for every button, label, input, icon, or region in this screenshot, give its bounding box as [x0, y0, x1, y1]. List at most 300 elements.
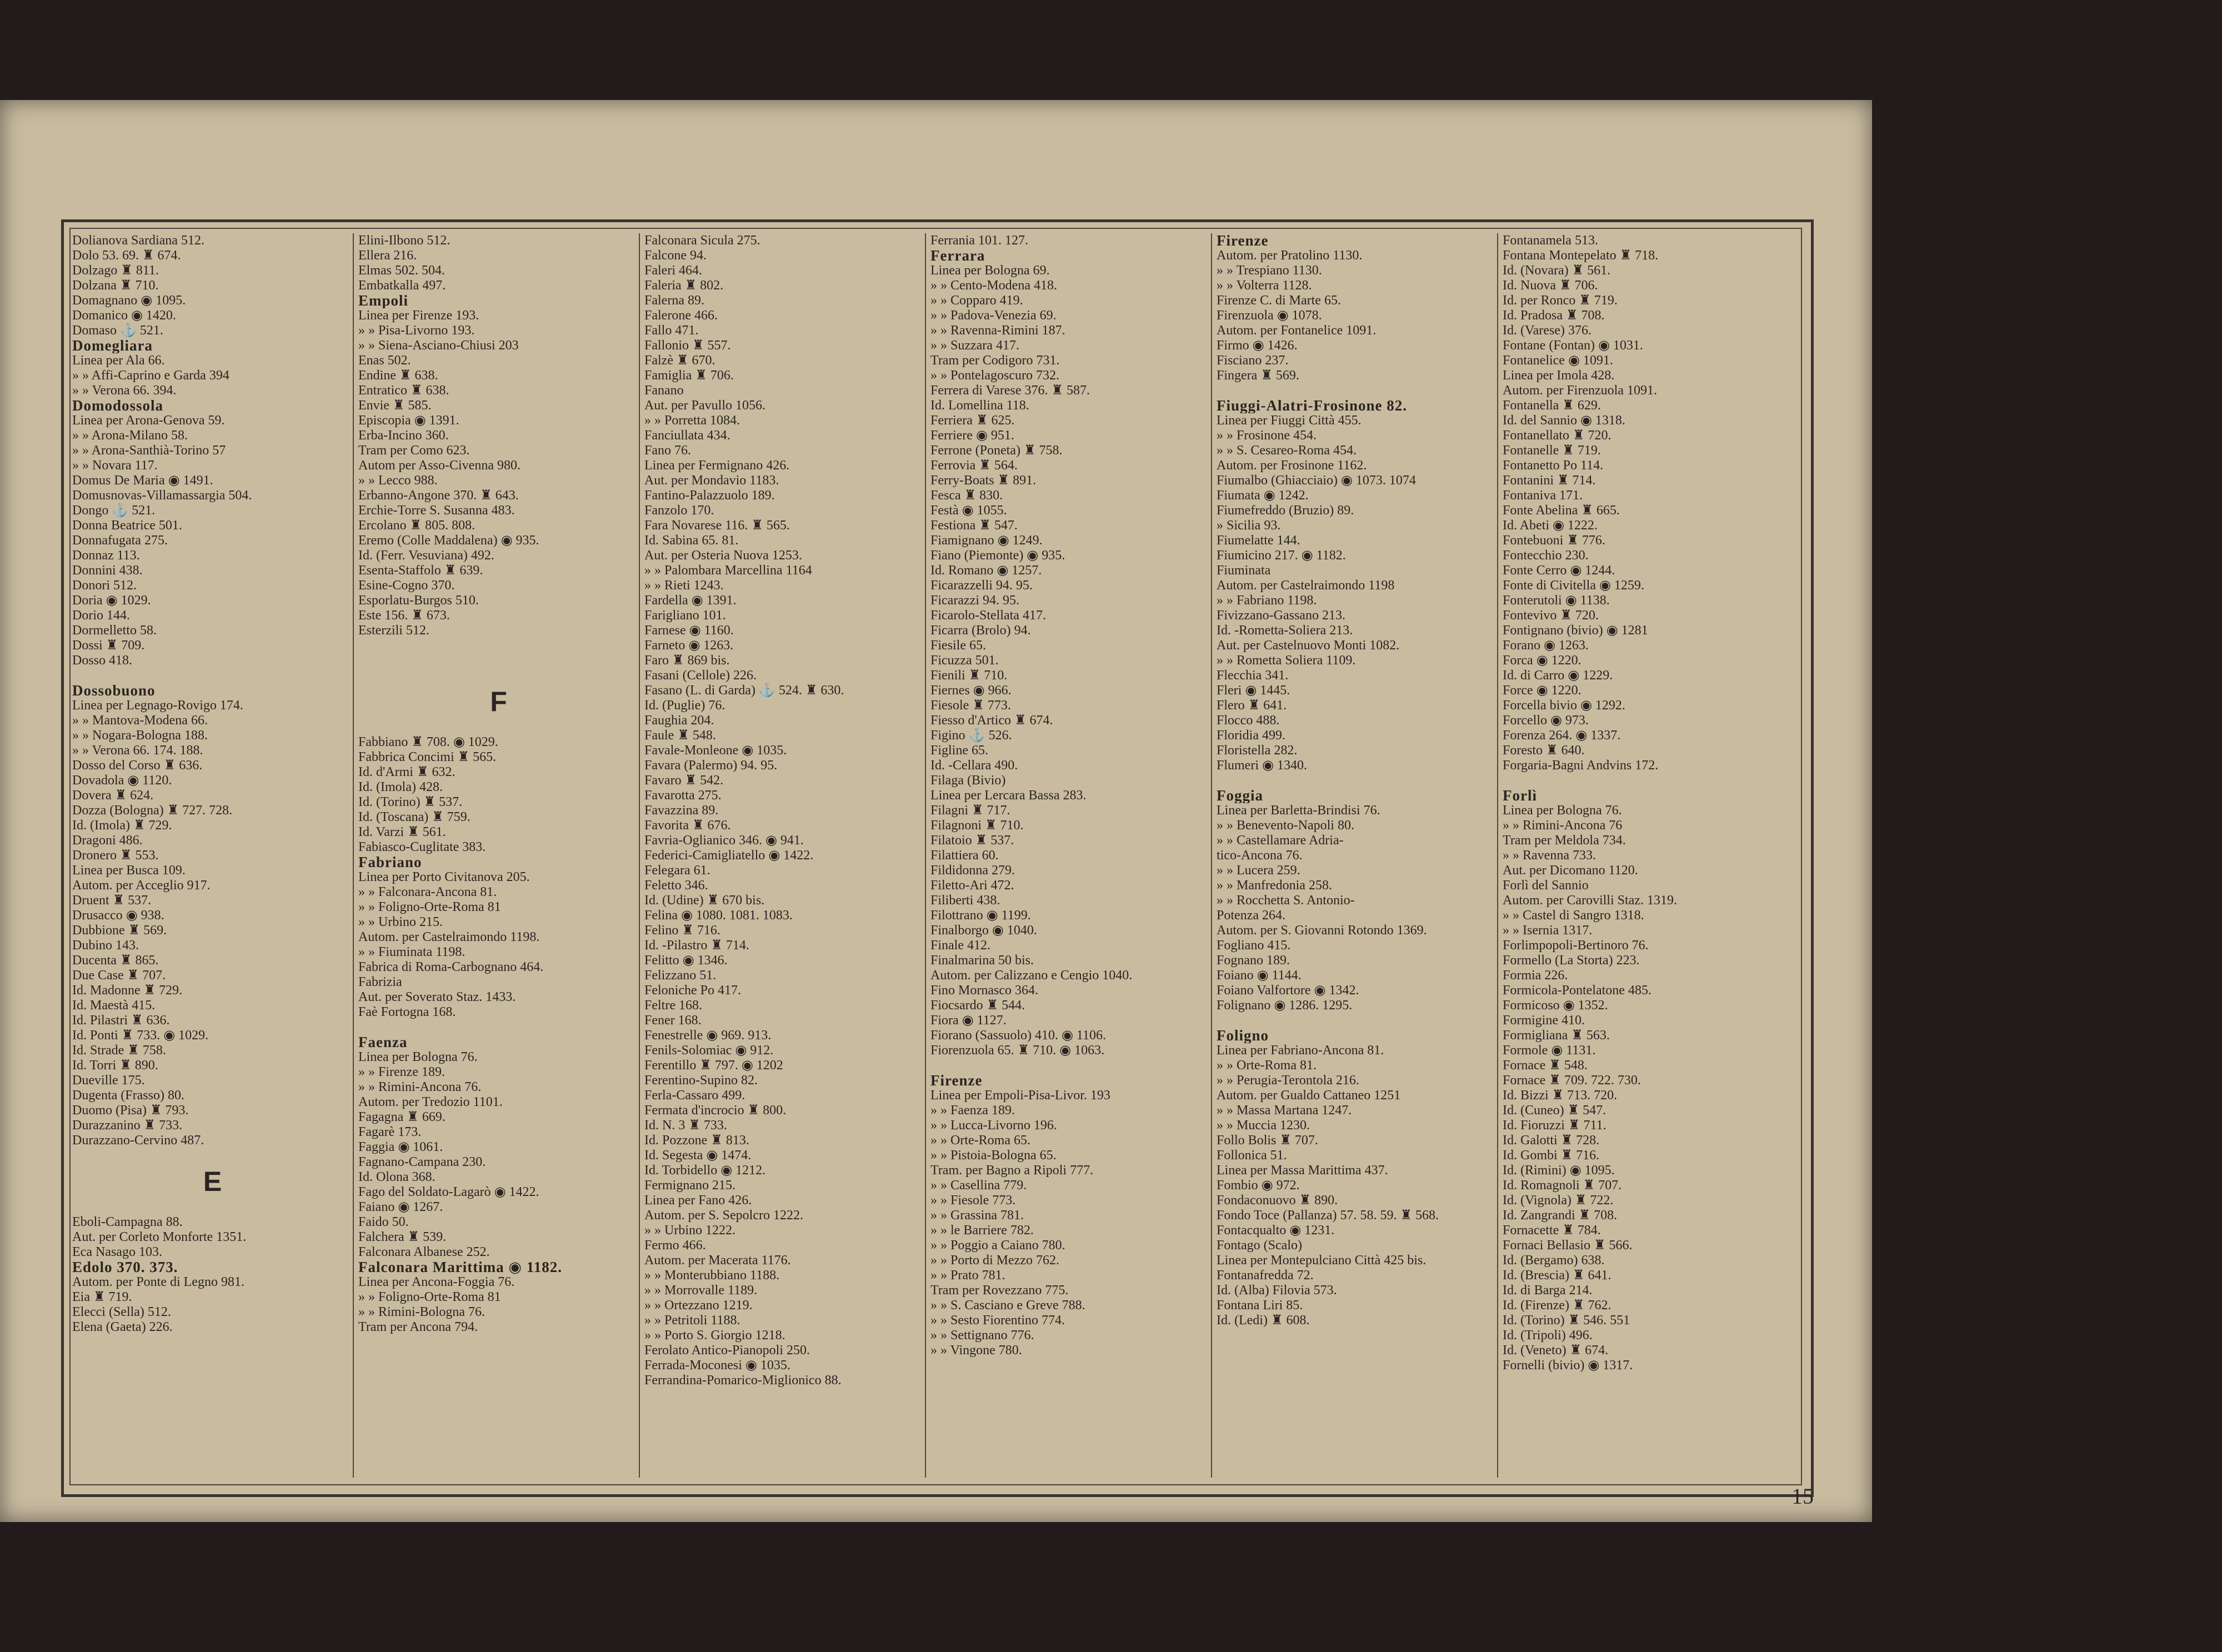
index-entry: Donnaz 113.: [72, 548, 140, 563]
index-entry: Fornace ♜ 709. 722. 730.: [1503, 1073, 1641, 1088]
index-entry: Id. (Udine) ♜ 670 bis.: [644, 893, 765, 908]
index-entry: » » Lucca-Livorno 196.: [930, 1118, 1057, 1133]
index-entry: Id. (Rimini) ◉ 1095.: [1503, 1163, 1615, 1178]
index-entry: » » Firenze 189.: [358, 1065, 445, 1079]
index-entry: Autom. per Castelraimondo 1198: [1217, 578, 1395, 593]
index-entry: Aut. per Dicomano 1120.: [1503, 863, 1638, 878]
index-entry: Id. (Ferr. Vesuviana) 492.: [358, 548, 494, 563]
index-entry: Ficarra (Brolo) 94.: [930, 623, 1031, 638]
index-entry: Id. Pilastri ♜ 636.: [72, 1013, 170, 1028]
index-entry: » » Massa Martana 1247.: [1217, 1103, 1352, 1118]
index-entry: Fontago (Scalo): [1217, 1238, 1302, 1253]
index-entry: Linea per Empoli-Pisa-Livor. 193: [930, 1088, 1110, 1103]
index-entry: Felegara 61.: [644, 863, 710, 878]
index-entry: Linea per Imola 428.: [1503, 368, 1615, 383]
index-entry: Fermata d'incrocio ♜ 800.: [644, 1103, 787, 1118]
index-entry: Id. (Torino) ♜ 537.: [358, 795, 463, 809]
index-entry: » » Lecco 988.: [358, 473, 438, 488]
index-entry: » » Grassina 781.: [930, 1208, 1024, 1223]
index-entry: Fontanelle ♜ 719.: [1503, 443, 1601, 458]
index-entry: Falcone 94.: [644, 248, 707, 263]
index-entry: Filattiera 60.: [930, 848, 999, 863]
index-entry: » » le Barriere 782.: [930, 1223, 1034, 1238]
index-entry: Dronero ♜ 553.: [72, 848, 159, 863]
index-entry: Id. N. 3 ♜ 733.: [644, 1118, 727, 1133]
index-entry: Id. Torbidello ◉ 1212.: [644, 1163, 766, 1178]
index-entry: » » Settignano 776.: [930, 1328, 1034, 1343]
index-entry: Fiocsardo ♜ 544.: [930, 998, 1025, 1013]
index-entry: » » Poggio a Caiano 780.: [930, 1238, 1065, 1253]
index-entry: Embatkalla 497.: [358, 278, 446, 293]
index-entry: Ferentillo ♜ 797. ◉ 1202: [644, 1058, 783, 1073]
index-entry: Foresto ♜ 640.: [1503, 743, 1585, 758]
station-heading: Fabriano: [358, 855, 422, 870]
index-entry: Fermignano 215.: [644, 1178, 735, 1193]
index-entry: Tram per Rovezzano 775.: [930, 1283, 1069, 1298]
index-entry: Fienili ♜ 710.: [930, 668, 1008, 683]
index-entry: Fagarè 173.: [358, 1125, 422, 1139]
index-entry: Linea per Fiuggi Città 455.: [1217, 413, 1362, 428]
index-entry: Festà ◉ 1055.: [930, 503, 1007, 518]
index-entry: Fenils-Solomiac ◉ 912.: [644, 1043, 774, 1058]
index-entry: Autom. per Castelraimondo 1198.: [358, 930, 540, 944]
index-entry: Faleri 464.: [644, 263, 702, 278]
index-entry: Fornaci Bellasio ♜ 566.: [1503, 1238, 1633, 1253]
index-entry: Donnini 438.: [72, 563, 143, 578]
index-entry: Id. Ponti ♜ 733. ◉ 1029.: [72, 1028, 209, 1043]
index-entry: Id. Gombi ♜ 716.: [1503, 1148, 1600, 1163]
index-entry: Id. (Brescia) ♜ 641.: [1503, 1268, 1612, 1283]
index-entry: Fasano (L. di Garda) ⚓ 524. ♜ 630.: [644, 683, 844, 698]
index-entry: » » Cento-Modena 418.: [930, 278, 1057, 293]
index-entry: Fornace ♜ 548.: [1503, 1058, 1588, 1073]
index-entry: Autom per Asso-Civenna 980.: [358, 458, 521, 473]
index-entry: » » Siena-Asciano-Chiusi 203: [358, 338, 519, 353]
index-entry: tico-Ancona 76.: [1217, 848, 1303, 863]
index-entry: Fonte Cerro ◉ 1244.: [1503, 563, 1615, 578]
index-entry: Linea per Montepulciano Città 425 bis.: [1217, 1253, 1427, 1268]
station-heading: Domegliara: [72, 338, 153, 353]
index-entry: Ferentino-Supino 82.: [644, 1073, 758, 1088]
index-entry: Favazzina 89.: [644, 803, 719, 818]
index-entry: Druent ♜ 537.: [72, 893, 152, 908]
index-entry: » » Ravenna-Rimini 187.: [930, 323, 1065, 338]
index-entry: Fallo 471.: [644, 323, 699, 338]
index-entry: Id. (Puglie) 76.: [644, 698, 725, 713]
column-divider: [925, 233, 926, 1478]
index-entry: Linea per Porto Civitanova 205.: [358, 870, 530, 884]
index-entry: Id. Strade ♜ 758.: [72, 1043, 166, 1058]
index-entry: » » Ravenna 733.: [1503, 848, 1596, 863]
index-entry: Firmo ◉ 1426.: [1217, 338, 1298, 353]
index-entry: Favria-Oglianico 346. ◉ 941.: [644, 833, 804, 848]
index-entry: Falconara Albanese 252.: [358, 1245, 490, 1259]
index-entry: Id. Romagnoli ♜ 707.: [1503, 1178, 1622, 1193]
index-entry: Fontanini ♜ 714.: [1503, 473, 1596, 488]
index-entry: Fiesole ♜ 773.: [930, 698, 1011, 713]
index-entry: Fara Novarese 116. ♜ 565.: [644, 518, 790, 533]
index-entry: Fardella ◉ 1391.: [644, 593, 737, 608]
index-entry: Autom. per Firenzuola 1091.: [1503, 383, 1657, 398]
index-entry: Faiano ◉ 1267.: [358, 1200, 443, 1214]
index-entry: Fleri ◉ 1445.: [1217, 683, 1290, 698]
index-entry: Favaro ♜ 542.: [644, 773, 724, 788]
index-entry: Id. (Toscana) ♜ 759.: [358, 810, 471, 824]
index-entry: Fontebuoni ♜ 776.: [1503, 533, 1605, 548]
index-entry: Autom. per Gualdo Cattaneo 1251: [1217, 1088, 1401, 1103]
index-entry: Aut. per Soverato Staz. 1433.: [358, 990, 516, 1004]
index-entry: Autom. per Calizzano e Cengio 1040.: [930, 968, 1133, 983]
index-entry: Eboli-Campagna 88.: [72, 1215, 183, 1229]
index-entry: Felitto ◉ 1346.: [644, 953, 728, 968]
index-entry: Id. Lomellina 118.: [930, 398, 1029, 413]
index-column-2: [358, 233, 639, 1478]
index-entry: » » Fabriano 1198.: [1217, 593, 1317, 608]
index-entry: Ferrandina-Pomarico-Miglionico 88.: [644, 1373, 842, 1388]
index-entry: Fisciano 237.: [1217, 353, 1289, 368]
index-entry: Formigine 410.: [1503, 1013, 1585, 1028]
index-entry: Dozza (Bologna) ♜ 727. 728.: [72, 803, 233, 818]
spacer: [1217, 383, 1497, 398]
index-entry: » » Morrovalle 1189.: [644, 1283, 758, 1298]
index-entry: » » Novara 117.: [72, 458, 158, 473]
index-entry: Dossi ♜ 709.: [72, 638, 145, 653]
index-entry: Id. Olona 368.: [358, 1170, 436, 1184]
index-entry: Elmas 502. 504.: [358, 263, 445, 278]
index-entry: Ducenta ♜ 865.: [72, 953, 159, 968]
index-entry: Ficarazzi 94. 95.: [930, 593, 1019, 608]
index-entry: » » Falconara-Ancona 81.: [358, 885, 497, 899]
index-entry: Dugenta (Frasso) 80.: [72, 1088, 184, 1103]
index-entry: Duomo (Pisa) ♜ 793.: [72, 1103, 189, 1118]
index-entry: Id. Zangrandi ♜ 708.: [1503, 1208, 1618, 1223]
index-entry: Fontana Montepelato ♜ 718.: [1503, 248, 1659, 263]
index-entry: Id. di Carro ◉ 1229.: [1503, 668, 1613, 683]
index-entry: » » Pontelagoscuro 732.: [930, 368, 1059, 383]
index-entry: Dubbione ♜ 569.: [72, 923, 167, 938]
index-entry: Id. (Firenze) ♜ 762.: [1503, 1298, 1612, 1313]
index-entry: Id. del Sannio ◉ 1318.: [1503, 413, 1625, 428]
index-entry: » » Lucera 259.: [1217, 863, 1300, 878]
index-entry: Id. d'Armi ♜ 632.: [358, 765, 456, 779]
index-entry: Figline 65.: [930, 743, 989, 758]
index-entry: » » Manfredonia 258.: [1217, 878, 1332, 893]
index-entry: Fontaniva 171.: [1503, 488, 1583, 503]
index-entry: Ferolato Antico-Pianopoli 250.: [644, 1343, 810, 1358]
index-entry: Fanano: [644, 383, 684, 398]
index-entry: Dubino 143.: [72, 938, 139, 953]
index-entry: » » Porretta 1084.: [644, 413, 740, 428]
index-entry: » » Benevento-Napoli 80.: [1217, 818, 1354, 833]
index-entry: » » Monterubbiano 1188.: [644, 1268, 780, 1283]
index-entry: Id. (Imola) 428.: [358, 780, 443, 794]
index-entry: Farnese ◉ 1160.: [644, 623, 734, 638]
index-entry: Foiano Valfortore ◉ 1342.: [1217, 983, 1359, 998]
index-entry: Entratico ♜ 638.: [358, 383, 449, 398]
index-entry: Id. Galotti ♜ 728.: [1503, 1133, 1600, 1148]
index-entry: Fesca ♜ 830.: [930, 488, 1003, 503]
index-entry: » » Faenza 189.: [930, 1103, 1015, 1118]
index-entry: Doria ◉ 1029.: [72, 593, 151, 608]
index-entry: Fontanetto Po 114.: [1503, 458, 1604, 473]
index-entry: Ferrone (Poneta) ♜ 758.: [930, 443, 1063, 458]
index-entry: » » Rimini-Bologna 76.: [358, 1305, 485, 1319]
index-entry: Fontevivo ♜ 720.: [1503, 608, 1599, 623]
index-entry: Erba-Incino 360.: [358, 428, 449, 443]
index-entry: Dueville 175.: [72, 1073, 145, 1088]
index-entry: Fiumicino 217. ◉ 1182.: [1217, 548, 1346, 563]
index-entry: Domusnovas-Villamassargia 504.: [72, 488, 252, 503]
index-entry: Fondo Toce (Pallanza) 57. 58. 59. ♜ 568.: [1217, 1208, 1439, 1223]
index-entry: » » Pisa-Livorno 193.: [358, 323, 475, 338]
index-entry: » » Volterra 1128.: [1217, 278, 1312, 293]
index-entry: Formole ◉ 1131.: [1503, 1043, 1596, 1058]
index-entry: Firenzuola ◉ 1078.: [1217, 308, 1322, 323]
station-heading: Foligno: [1217, 1028, 1269, 1043]
index-entry: Filagni ♜ 717.: [930, 803, 1010, 818]
index-entry: » » Arona-Milano 58.: [72, 428, 188, 443]
index-entry: Donnafugata 275.: [72, 533, 168, 548]
index-entry: Enas 502.: [358, 353, 411, 368]
index-entry: Fornelli (bivio) ◉ 1317.: [1503, 1358, 1633, 1373]
index-entry: Autom. per Pratolino 1130.: [1217, 248, 1363, 263]
index-entry: Finale 412.: [930, 938, 990, 953]
index-entry: Id. Bizzi ♜ 713. 720.: [1503, 1088, 1618, 1103]
index-entry: Episcopia ◉ 1391.: [358, 413, 459, 428]
index-entry: Ficarazzelli 94. 95.: [930, 578, 1033, 593]
index-entry: Domus De Maria ◉ 1491.: [72, 473, 213, 488]
column-divider: [1211, 233, 1212, 1478]
index-entry: » » Copparo 419.: [930, 293, 1023, 308]
index-entry: Erchie-Torre S. Susanna 483.: [358, 503, 515, 518]
index-entry: Falerna 89.: [644, 293, 704, 308]
index-entry: Id. Pradosa ♜ 708.: [1503, 308, 1605, 323]
index-entry: Folignano ◉ 1286. 1295.: [1217, 998, 1353, 1013]
index-entry: Follonica 51.: [1217, 1148, 1287, 1163]
index-entry: Fago del Soldato-Lagarò ◉ 1422.: [358, 1185, 539, 1199]
spacer: [930, 1058, 1211, 1073]
index-entry: » » Foligno-Orte-Roma 81: [358, 1290, 501, 1304]
index-entry: Id. (Cuneo) ♜ 547.: [1503, 1103, 1607, 1118]
index-entry: Fonte Abelina ♜ 665.: [1503, 503, 1620, 518]
index-entry: Falconara Sicula 275.: [644, 233, 760, 248]
index-entry: Fabrizia: [358, 975, 402, 989]
spacer: [1217, 1013, 1497, 1028]
spacer: [72, 668, 353, 683]
index-entry: Faido 50.: [358, 1215, 409, 1229]
index-entry: Id. (Novara) ♜ 561.: [1503, 263, 1611, 278]
index-entry: Formigliana ♜ 563.: [1503, 1028, 1610, 1043]
index-entry: » » Porto S. Giorgio 1218.: [644, 1328, 785, 1343]
index-entry: Formicola-Pontelatone 485.: [1503, 983, 1652, 998]
index-entry: Autom. per Fontanelice 1091.: [1217, 323, 1377, 338]
index-entry: Fontane (Fontan) ◉ 1031.: [1503, 338, 1643, 353]
index-entry: Formello (La Storta) 223.: [1503, 953, 1640, 968]
index-entry: » » Trespiano 1130.: [1217, 263, 1322, 278]
index-entry: Dosso 418.: [72, 653, 133, 668]
index-entry: Farneto ◉ 1263.: [644, 638, 734, 653]
spacer: [1503, 773, 1783, 788]
index-entry: Fiora ◉ 1127.: [930, 1013, 1007, 1028]
index-entry: Durazzanino ♜ 733.: [72, 1118, 183, 1133]
index-entry: Autom. per Frosinone 1162.: [1217, 458, 1367, 473]
index-entry: Fagnano-Campana 230.: [358, 1155, 486, 1169]
section-letter: F: [490, 686, 507, 717]
index-entry: Dosso del Corso ♜ 636.: [72, 758, 203, 773]
index-entry: Fontanamela 513.: [1503, 233, 1598, 248]
station-heading: Dossobuono: [72, 683, 156, 698]
index-entry: Faggia ◉ 1061.: [358, 1140, 443, 1154]
index-entry: Id. di Barga 214.: [1503, 1283, 1593, 1298]
index-entry: Id. Madonne ♜ 729.: [72, 983, 183, 998]
index-entry: Linea per Busca 109.: [72, 863, 186, 878]
index-entry: Felina ◉ 1080. 1081. 1083.: [644, 908, 793, 923]
station-heading: Firenze: [930, 1073, 983, 1088]
index-entry: Floridia 499.: [1217, 728, 1285, 743]
index-entry: » » Mantova-Modena 66.: [72, 713, 208, 728]
index-entry: Fonte di Civitella ◉ 1259.: [1503, 578, 1644, 593]
index-entry: Id. -Pilastro ♜ 714.: [644, 938, 749, 953]
index-entry: Fiesile 65.: [930, 638, 986, 653]
index-entry: Dormelletto 58.: [72, 623, 157, 638]
index-entry: Ellera 216.: [358, 248, 417, 263]
index-entry: » » Perugia-Terontola 216.: [1217, 1073, 1359, 1088]
index-entry: » » Arona-Santhià-Torino 57: [72, 443, 226, 458]
index-entry: Linea per Ancona-Foggia 76.: [358, 1275, 515, 1289]
index-entry: Durazzano-Cervino 487.: [72, 1133, 204, 1148]
index-entry: Esine-Cogno 370.: [358, 578, 455, 593]
index-entry: » » Padova-Venezia 69.: [930, 308, 1057, 323]
index-entry: Fenestrelle ◉ 969. 913.: [644, 1028, 772, 1043]
index-entry: Finalmarina 50 bis.: [930, 953, 1034, 968]
index-entry: Feloniche Po 417.: [644, 983, 741, 998]
index-entry: » » Verona 66. 174. 188.: [72, 743, 203, 758]
index-entry: Linea per Ala 66.: [72, 353, 165, 368]
index-entry: Dolzana ♜ 710.: [72, 278, 159, 293]
index-entry: » » Verona 66. 394.: [72, 383, 177, 398]
index-entry: Dovadola ◉ 1120.: [72, 773, 172, 788]
station-heading: Empoli: [358, 293, 409, 308]
index-entry: Fonterutoli ◉ 1138.: [1503, 593, 1610, 608]
index-column-1: [72, 233, 353, 1478]
index-entry: » » Rieti 1243.: [644, 578, 724, 593]
index-entry: Fiumefreddo (Bruzio) 89.: [1217, 503, 1354, 518]
index-entry: Id. Romano ◉ 1257.: [930, 563, 1042, 578]
index-entry: Fermo 466.: [644, 1238, 706, 1253]
index-entry: Figino ⚓ 526.: [930, 728, 1012, 743]
index-entry: Id. Nuova ♜ 706.: [1503, 278, 1598, 293]
index-entry: Flumeri ◉ 1340.: [1217, 758, 1307, 773]
index-entry: Falerone 466.: [644, 308, 718, 323]
index-entry: Feletto 346.: [644, 878, 708, 893]
index-column-5: [1217, 233, 1497, 1478]
index-entry: Id. Segesta ◉ 1474.: [644, 1148, 752, 1163]
index-entry: Forca ◉ 1220.: [1503, 653, 1582, 668]
index-entry: Id. (Torino) ♜ 546. 551: [1503, 1313, 1630, 1328]
spacer: [358, 653, 639, 668]
index-entry: Autom. per Ponte di Legno 981.: [72, 1275, 244, 1289]
index-entry: Faughia 204.: [644, 713, 714, 728]
station-heading: Domodossola: [72, 398, 164, 413]
spacer: [358, 638, 639, 653]
index-entry: Tram per Ancona 794.: [358, 1320, 478, 1334]
index-entry: Filaga (Bivio): [930, 773, 1006, 788]
index-entry: Id. (Imola) ♜ 729.: [72, 818, 172, 833]
index-entry: Forcello ◉ 973.: [1503, 713, 1589, 728]
index-entry: Favarotta 275.: [644, 788, 722, 803]
index-entry: Due Case ♜ 707.: [72, 968, 166, 983]
index-entry: » » Urbino 215.: [358, 915, 443, 929]
index-entry: Fognano 189.: [1217, 953, 1290, 968]
index-entry: » » Orte-Roma 81.: [1217, 1058, 1317, 1073]
index-entry: Favara (Palermo) 94. 95.: [644, 758, 778, 773]
index-entry: Id. Torri ♜ 890.: [72, 1058, 158, 1073]
index-entry: Dolianova Sardiana 512.: [72, 233, 204, 248]
index-entry: Id. (Alba) Filovia 573.: [1217, 1283, 1337, 1298]
index-entry: Dragoni 486.: [72, 833, 143, 848]
index-entry: » » Suzzara 417.: [930, 338, 1019, 353]
index-entry: » » Rocchetta S. Antonio-: [1217, 893, 1355, 908]
index-entry: Ferla-Cassaro 499.: [644, 1088, 745, 1103]
index-entry: Endine ♜ 638.: [358, 368, 438, 383]
index-entry: Elecci (Sella) 512.: [72, 1305, 171, 1319]
index-entry: Id. (Vignola) ♜ 722.: [1503, 1193, 1614, 1208]
index-entry: Linea per Bologna 69.: [930, 263, 1050, 278]
index-entry: Fontanellato ♜ 720.: [1503, 428, 1612, 443]
index-entry: Donori 512.: [72, 578, 137, 593]
station-heading: Forlì: [1503, 788, 1537, 803]
index-entry: Filiberti 438.: [930, 893, 1000, 908]
index-entry: Aut. per Corleto Monforte 1351.: [72, 1230, 247, 1244]
index-entry: Dongo ⚓ 521.: [72, 503, 156, 518]
index-entry: Fiuminata: [1217, 563, 1271, 578]
index-entry: Fildidonna 279.: [930, 863, 1015, 878]
index-entry: Eia ♜ 719.: [72, 1290, 132, 1304]
station-heading: Fiuggi-Alatri-Frosinone 82.: [1217, 398, 1407, 413]
index-entry: Fiumalbo (Ghiacciaio) ◉ 1073. 1074: [1217, 473, 1416, 488]
index-entry: Linea per Fano 426.: [644, 1193, 752, 1208]
index-entry: » » Fiesole 773.: [930, 1193, 1016, 1208]
index-entry: Domanico ◉ 1420.: [72, 308, 176, 323]
index-entry: Esenta-Staffolo ♜ 639.: [358, 563, 483, 578]
index-entry: Linea per Barletta-Brindisi 76.: [1217, 803, 1380, 818]
index-entry: Dovera ♜ 624.: [72, 788, 154, 803]
station-heading: Falconara Marittima ◉ 1182.: [358, 1260, 562, 1275]
index-entry: Linea per Bologna 76.: [358, 1050, 478, 1064]
station-heading: Firenze: [1217, 233, 1269, 248]
index-entry: Id. -Rometta-Soliera 213.: [1217, 623, 1353, 638]
index-entry: Dorio 144.: [72, 608, 130, 623]
index-entry: Flecchia 341.: [1217, 668, 1289, 683]
station-heading: Edolo 370. 373.: [72, 1260, 178, 1275]
index-entry: » » Rimini-Ancona 76: [1503, 818, 1623, 833]
index-entry: Force ◉ 1220.: [1503, 683, 1582, 698]
index-entry: Forano ◉ 1263.: [1503, 638, 1589, 653]
index-entry: » » S. Cesareo-Roma 454.: [1217, 443, 1357, 458]
index-entry: » » Muccia 1230.: [1217, 1118, 1310, 1133]
index-entry: Autom. per Acceglio 917.: [72, 878, 211, 893]
index-entry: » » Castellamare Adria-: [1217, 833, 1344, 848]
index-entry: Famiglia ♜ 706.: [644, 368, 734, 383]
index-entry: Id. Maestà 415.: [72, 998, 156, 1013]
station-heading: Foggia: [1217, 788, 1263, 803]
index-entry: Fiumata ◉ 1242.: [1217, 488, 1309, 503]
index-entry: Forlì del Sannio: [1503, 878, 1589, 893]
index-entry: Fombio ◉ 972.: [1217, 1178, 1300, 1193]
index-entry: Aut. per Mondavio 1183.: [644, 473, 779, 488]
index-entry: Fantino-Palazzuolo 189.: [644, 488, 775, 503]
index-entry: Favorita ♜ 676.: [644, 818, 731, 833]
